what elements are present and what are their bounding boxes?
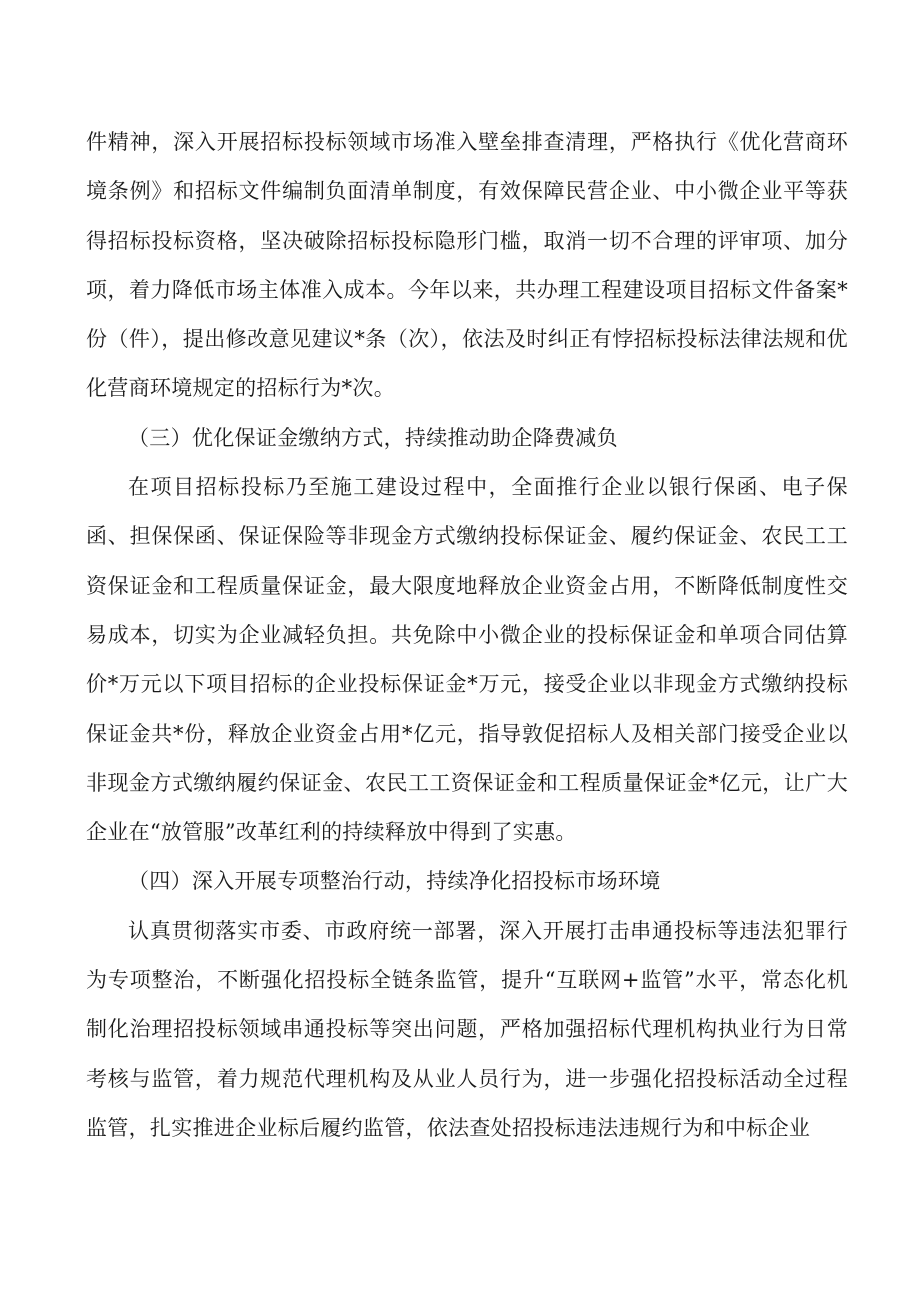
section-heading-3: （三）优化保证金缴纳方式，持续推动助企降费减负 (128, 425, 618, 450)
paragraph-deposit-payment: 在项目招标投标乃至施工建设过程中，全面推行企业以银行保函、电子保函、担保保函、保证保险等非现金方式缴纳投标保证金、履约保证金、农民工工资保证金和工程质量保证金，最大限度地释放企业资金占用，不断降低制度性交易成本，切实为企业减轻负担。共免除中小微企业的投标保证金和单项合同估算价*万元以下项目招标的企业投标保证金*万元，接受企业以非现金方式缴纳投标保证金共*份，释放企业资金占用*亿元，指导敦促招标人及相关部门接受企业以非现金方式缴纳履约保证金、农民工工资保证金和工程质量保证金*亿元，让广大企业在“放管服”改革红利的持续释放中得到了实惠。 (86, 475, 848, 845)
section-heading-4: （四）深入开展专项整治行动，持续净化招投标市场环境 (128, 869, 661, 894)
paragraph-special-rectification: 认真贯彻落实市委、市政府统一部署，深入开展打击串通投标等违法犯罪行为专项整治，不断强化招投标全链条监管，提升“互联网+监管”水平，常态化机制化治理招投标领域串通投标等突出问题，严格加强招标代理机构执业行为日常考核与监管，着力规范代理机构及从业人员行为，进一步强化招投标活动全过程监管，扎实推进企业标后履约监管，依法查处招投标违法违规行为和中标企业 (86, 918, 848, 1140)
document-page (86, 118, 848, 1153)
paragraph-open-market-access: 件精神，深入开展招标投标领域市场准入壁垒排查清理，严格执行《优化营商环境条例》和招标文件编制负面清单制度，有效保障民营企业、中小微企业平等获得招标投标资格，坚决破除招标投标隐形门槛，取消一切不合理的评审项、加分项，着力降低市场主体准入成本。今年以来，共办理工程建设项目招标文件备案*份（件），提出修改意见建议*条（次），依法及时纠正有悖招标投标法律法规和优化营商环境规定的招标行为*次。 (86, 130, 848, 401)
